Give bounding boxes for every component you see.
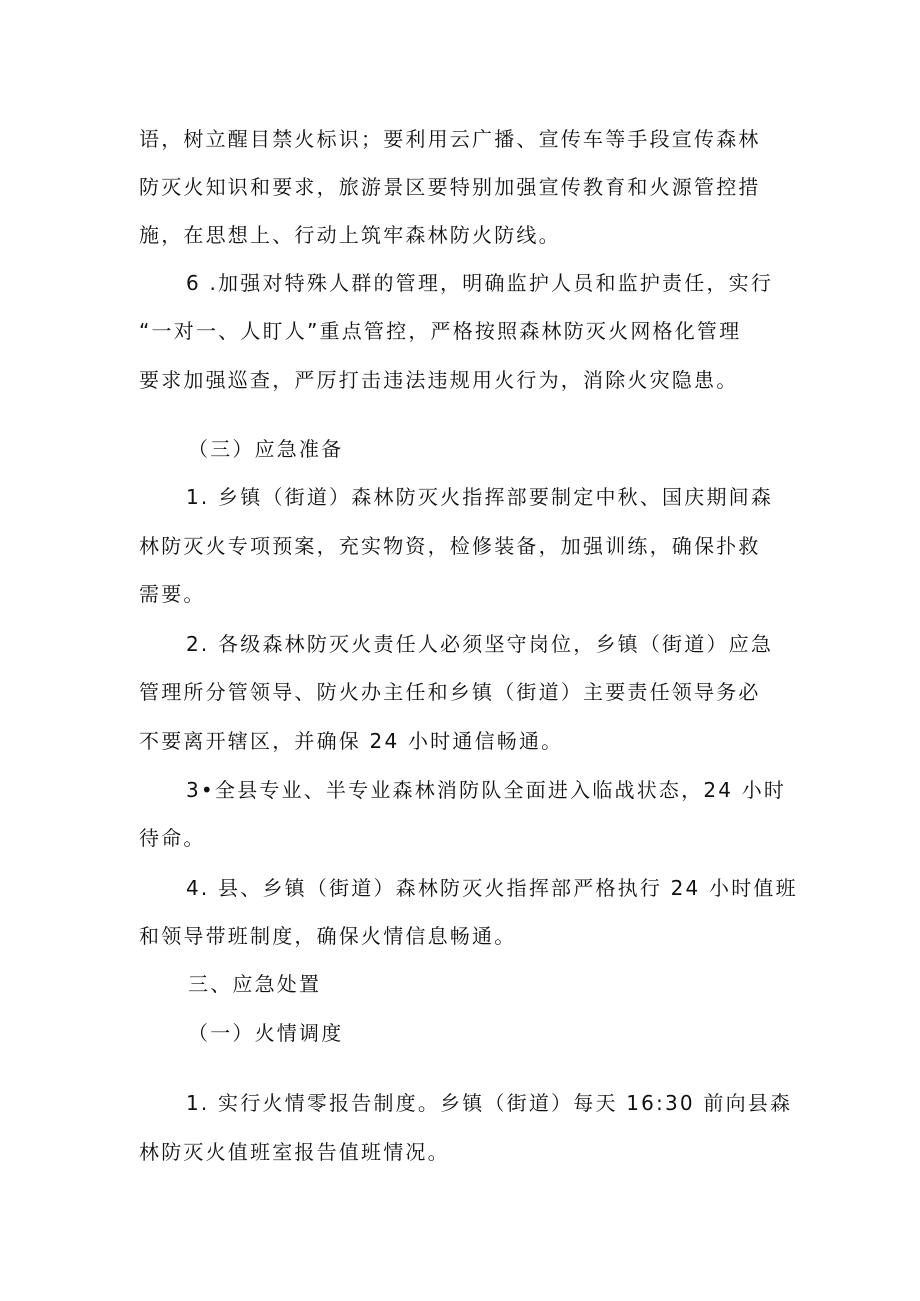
paragraph-line: 施，在思想上、行动上筑牢森林防火防线。 (139, 223, 561, 247)
section-heading: 三、应急处置 (188, 972, 322, 996)
paragraph-line: 6 .加强对特殊人群的管理，明确监护人员和监护责任，实行 (186, 271, 774, 295)
paragraph-line: 4. 县、乡镇（街道）森林防灭火指挥部严格执行 24 小时值班 (186, 876, 798, 900)
paragraph-line: 不要离开辖区，并确保 24 小时通信畅通。 (139, 729, 564, 753)
paragraph-line: 防灭火知识和要求，旅游景区要特别加强宣传教育和火源管控措 (139, 175, 761, 199)
paragraph-line: 3•全县专业、半专业森林消防队全面进入临战状态，24 小时 (186, 778, 787, 802)
paragraph-line: 需要。 (139, 582, 206, 606)
paragraph-line: 2. 各级森林防灭火责任人必须坚守岗位，乡镇（街道）应急 (186, 632, 774, 656)
paragraph-line: 要求加强巡查，严厉打击违法违规用火行为，消除火灾隐患。 (139, 368, 739, 392)
paragraph-line: 和领导带班制度，确保火情信息畅通。 (139, 924, 517, 948)
paragraph-line: 待命。 (139, 826, 206, 850)
paragraph-line: 林防灭火专项预案，充实物资，检修装备，加强训练，确保扑救 (139, 534, 761, 558)
paragraph-line: 1. 乡镇（街道）森林防灭火指挥部要制定中秋、国庆期间森 (186, 485, 774, 509)
paragraph-line: 1. 实行火情零报告制度。乡镇（街道）每天 16:30 前向县森 (186, 1091, 793, 1115)
subsection-heading: （一）火情调度 (188, 1021, 344, 1045)
paragraph-line: 林防灭火值班室报告值班情况。 (139, 1140, 450, 1164)
paragraph-line: “一对一、人盯人”重点管控，严格按照森林防灭火网格化管理 (139, 319, 742, 343)
paragraph-line: 语，树立醒目禁火标识；要利用云广播、宣传车等手段宣传森林 (139, 127, 761, 151)
paragraph-line: 管理所分管领导、防火办主任和乡镇（街道）主要责任领导务必 (139, 680, 761, 704)
subsection-heading: （三）应急准备 (188, 437, 344, 461)
